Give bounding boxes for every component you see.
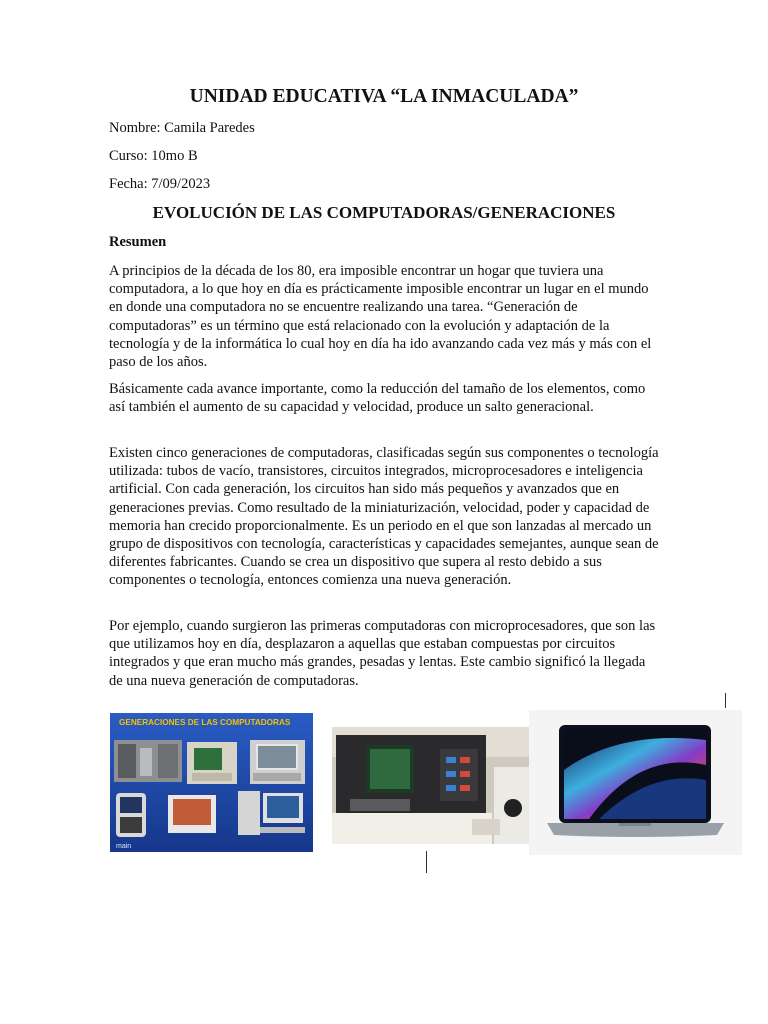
generations-poster-image — [110, 713, 313, 852]
poster-title: GENERACIONES DE LAS COMPUTADORAS — [119, 718, 291, 727]
text-cursor — [426, 851, 427, 873]
date-line: Fecha: 7/09/2023 — [109, 176, 211, 192]
section-heading: Resumen — [109, 234, 167, 250]
poster-footer: main — [116, 843, 132, 850]
text-cursor — [725, 693, 726, 708]
main-title: EVOLUCIÓN DE LAS COMPUTADORAS/GENERACIONES — [152, 203, 616, 222]
paragraph-1: A principios de la década de los 80, era imposible encontrar un hogar que tuviera una computadora, a lo que hoy en día es prácticamente imposible encontrar un lugar en el mundo en donde una computadora no se encuentre realizando una tarea. “Generación de computadoras” es un término que está relacionado con la evolución y adaptación de la tecnología y de la informática lo cual hoy en día ha ido avanzando cada vez más y más con el paso de los años. — [109, 263, 652, 371]
student-name: Nombre: Camila Paredes — [109, 120, 255, 136]
paragraph-4: Por ejemplo, cuando surgieron las primeras computadoras con microprocesadores, que son las que utilizamos hoy en día, desplazaron a aquellas que estaban compuestas por circuitos integrados y que eran mucho más grandes, pesadas y lentas. Este cambio significó la llegada de una nueva generación de computadoras. — [109, 618, 656, 689]
course-line: Curso: 10mo B — [109, 148, 198, 164]
modern-laptop-image — [529, 710, 742, 855]
paragraph-3: Existen cinco generaciones de computadoras, clasificadas según sus componentes o tecnología utilizada: tubos de vacío, transistores, circuitos integrados, microprocesadores e inteligencia artificial. Con cada generación, los circuitos han sido más pequeños y avanzados que en generaciones previas. Como resultado de la miniaturización, velocidad, poder y capacidad de memoria han crecido proporcionalmente. Es un periodo en el que son lanzadas al mercado un grupo de dispositivos con tecnología, características y capacidades semejantes, aunque sean de diferentes fabricantes. Cuando se crea un dispositivo que supera al resto debido a sus componentes o tecnología, entonces comienza una nueva generación. — [109, 445, 659, 589]
vintage-computer-image — [332, 727, 529, 844]
paragraph-2: Básicamente cada avance importante, como la reducción del tamaño de los elementos, como así también el aumento de su capacidad y velocidad, produce un salto generacional. — [109, 381, 646, 416]
school-title: UNIDAD EDUCATIVA “LA INMACULADA” — [189, 86, 579, 107]
